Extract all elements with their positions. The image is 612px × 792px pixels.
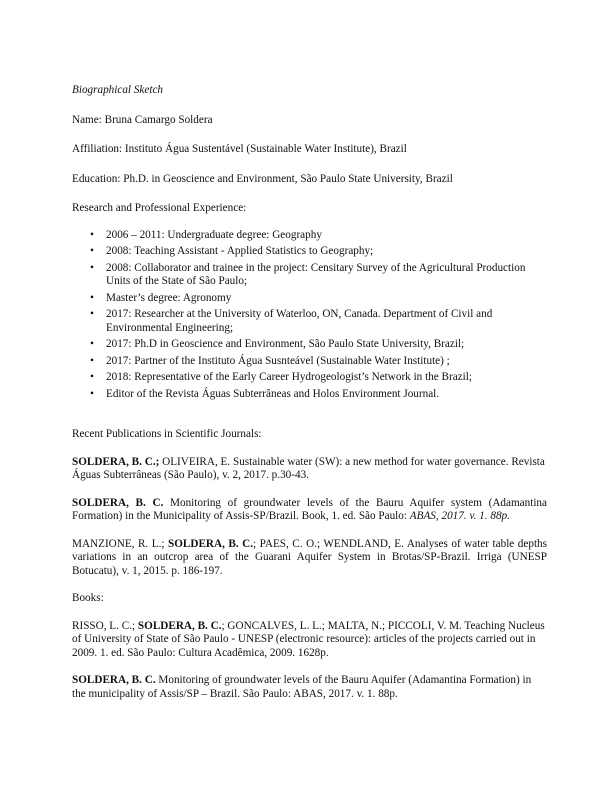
citation-text: OLIVEIRA, E. Sustainable water (SW): a new method for water governance. Revista Águas Subterrâneas (São Paulo), v. 2, 2017. p.30-43. (72, 455, 545, 481)
citation-text: Monitoring of groundwater levels of the Bauru Aquifer system (Adamantina Formation) in the Municipality of Assis-SP/Brazil. Book, 1. ed. São Paulo: (72, 496, 547, 522)
experience-list (72, 229, 547, 402)
books-heading: Books: (72, 592, 104, 604)
citation-text: ; PAES, C. O.; WENDLAND, E. Analyses of water table depths variations in an outcrop area of the Guarani Aquifer System in Brotas/SP-Brazil. Irriga (UNESP Botucatu), v. 1, 2015. p. 186-197. (72, 537, 547, 577)
list-item: • 2017: Ph.D in Geoscience and Environment, São Paulo State University, Brazil; (72, 338, 547, 352)
author-highlight: SOLDERA, B. C.; (72, 455, 160, 468)
list-item: • 2006 – 2011: Undergraduate degree: Geography (72, 229, 547, 243)
author-highlight: SOLDERA, B. C. (72, 674, 156, 686)
publication-entry (72, 497, 547, 524)
list-item: • 2008: Collaborator and trainee in the project: Censitary Survey of the Agricultural Production Units of the State of São Paulo; (72, 262, 547, 289)
list-item: • Master’s degree: Agronomy (72, 292, 547, 306)
education-line: Education: Ph.D. in Geoscience and Environment, São Paulo State University, Brazil (72, 172, 453, 185)
publication-entry (72, 538, 547, 579)
author-highlight: SOLDERA, B. C. (72, 496, 164, 509)
affiliation-line: Affiliation: Instituto Água Sustentável (Sustainable Water Institute), Brazil (72, 143, 407, 155)
journals-heading: Recent Publications in Scientific Journals: (72, 428, 262, 440)
citation-authors: RISSO, L. C.; (72, 619, 138, 632)
author-highlight: SOLDERA, B. C. (168, 537, 254, 550)
list-item: • 2017: Partner of the Instituto Água Susnteável (Sustainable Water Institute) ; (72, 355, 547, 369)
document-page (72, 84, 547, 701)
citation-text: ; GONCALVES, L. L.; MALTA, N.; PICCOLI, V. M. Teaching Nucleus of University of State of São Paulo - UNESP (electronic resource): articles of the projects carried out in 2009. 1. ed. São Paulo: Cultura Acadêmica, 2009. 1628p. (72, 619, 545, 659)
author-highlight: SOLDERA, B. C. (137, 619, 222, 632)
citation-authors: MANZIONE, R. L.; (72, 537, 168, 550)
list-item: • Editor of the Revista Águas Subterrâneas and Holos Environment Journal. (72, 388, 547, 402)
name-line: Name: Bruna Camargo Soldera (72, 113, 213, 126)
citation-text: Monitoring of groundwater levels of the Bauru Aquifer (Adamantina Formation) in the municipality of Assis/SP – Brazil. São Paulo: ABAS, 2017. v. 1. 88p. (72, 674, 532, 700)
list-item: • 2008: Teaching Assistant - Applied Statistics to Geography; (72, 245, 547, 259)
book-entry (72, 620, 547, 661)
section-heading: Biographical Sketch (72, 84, 164, 96)
publication-entry (72, 456, 547, 483)
list-item: • 2017: Researcher at the University of Waterloo, ON, Canada. Department of Civil and Environmental Engineering; (72, 308, 547, 335)
experience-heading: Research and Professional Experience: (72, 202, 247, 214)
book-entry (72, 674, 547, 701)
list-item: • 2018: Representative of the Early Career Hydrogeologist’s Network in the Brazil; (72, 371, 547, 385)
citation-italic: ABAS, 2017. v. 1. 88p. (409, 510, 510, 522)
